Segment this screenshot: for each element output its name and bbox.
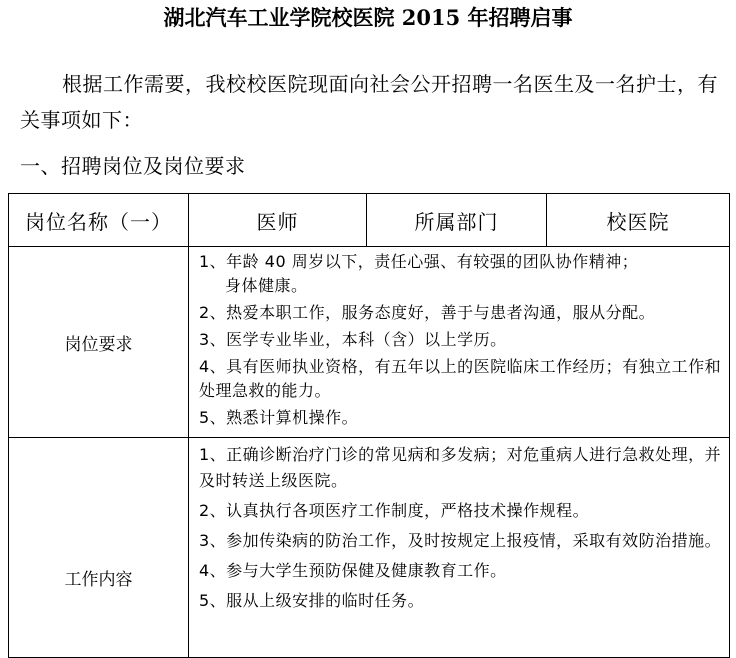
department-value: 校医院 [547, 194, 730, 247]
table-header-row [9, 194, 730, 247]
list-item: 1、正确诊断治疗门诊的常见病和多发病；对危重病人进行急救处理，并及时转送上级医院。 [199, 445, 722, 490]
position-name-label: 岗位名称（一） [9, 194, 189, 247]
requirements-label: 岗位要求 [9, 247, 189, 438]
department-label: 所属部门 [367, 194, 547, 247]
duties-list [189, 438, 730, 658]
recruitment-table [8, 193, 730, 658]
list-item: 2、热爱本职工作，服务态度好，善于与患者沟通，服从分配。 [199, 303, 656, 322]
intro-paragraph: 根据工作需要，我校校医院现面向社会公开招聘一名医生及一名护士，有关事项如下： [20, 72, 718, 132]
list-item: 4、具有医师执业资格，有五年以上的医院临床工作经历；有独立工作和处理急救的能力。 [199, 357, 722, 400]
position-name-value: 医师 [189, 194, 367, 247]
duties-row [9, 438, 730, 658]
list-item: 3、参加传染病的防治工作，及时按规定上报疫情，采取有效防治措施。 [199, 531, 722, 550]
list-item: 5、熟悉计算机操作。 [199, 408, 359, 427]
list-item: 3、医学专业毕业，本科（含）以上学历。 [199, 330, 507, 349]
page-title: 湖北汽车工业学院校医院 2015 年招聘启事 [163, 5, 573, 30]
requirements-row [9, 247, 730, 438]
duties-label: 工作内容 [9, 438, 189, 658]
section-heading: 一、招聘岗位及岗位要求 [20, 154, 246, 178]
list-item: 1、年龄 40 周岁以下，责任心强、有较强的团队协作精神； 身体健康。 [199, 252, 639, 295]
requirements-list [189, 247, 730, 438]
list-item: 4、参与大学生预防保健及健康教育工作。 [199, 561, 507, 580]
list-item: 2、认真执行各项医疗工作制度，严格技术操作规程。 [199, 501, 590, 520]
list-item: 5、服从上级安排的临时任务。 [199, 591, 425, 610]
